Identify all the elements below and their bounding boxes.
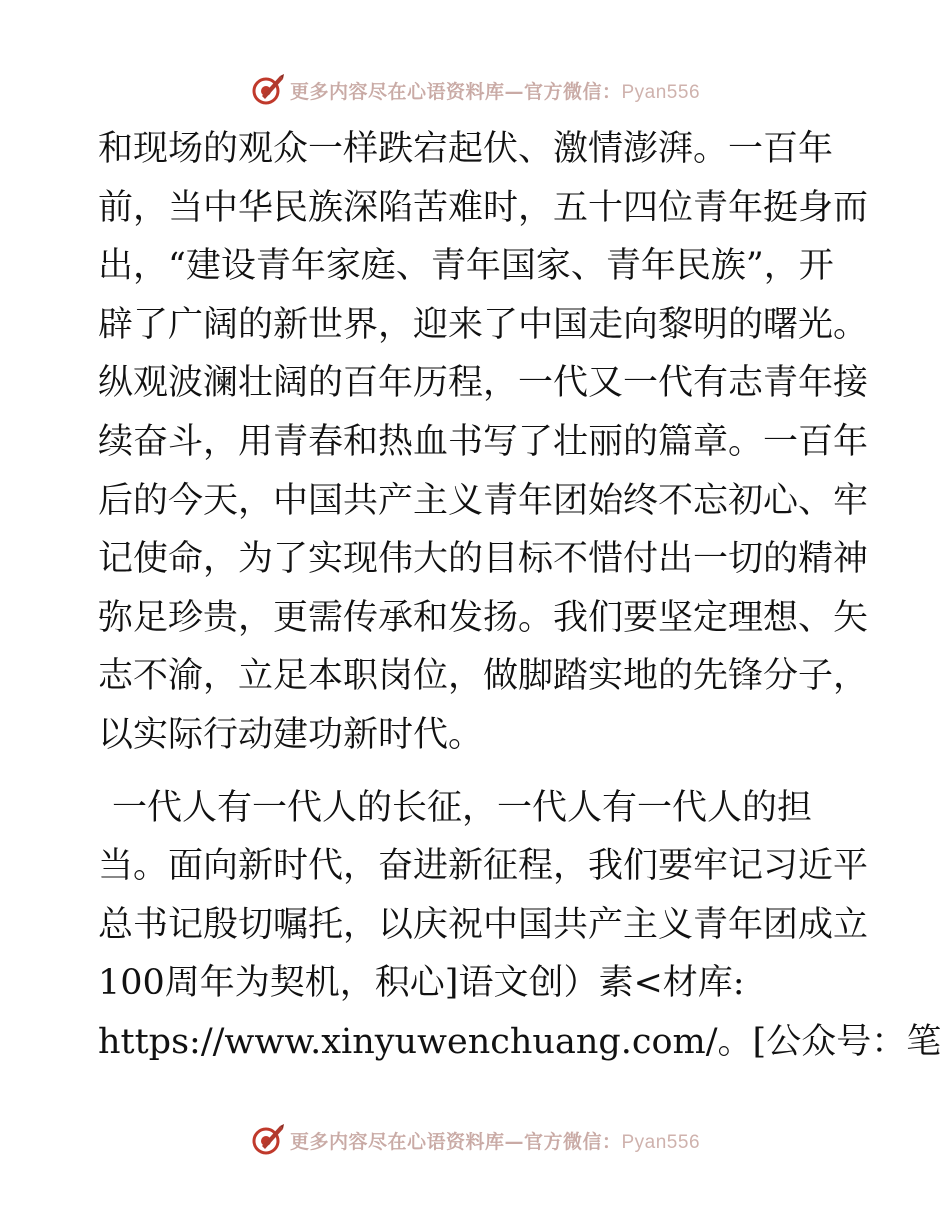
text-line: 出，“建设青年家庭、青年国家、青年民族”，开 (98, 246, 834, 287)
text-line: 纵观波澜壮阔的百年历程，一代又一代有志青年接 (98, 363, 869, 404)
footer-wechat-id: Pyan556 (621, 1131, 701, 1153)
header-banner (0, 70, 950, 110)
quill-pen-circle-logo-icon (250, 72, 286, 108)
text-line: 一代人有一代人的长征，一代人有一代人的担 (112, 787, 813, 828)
footer-banner (0, 1120, 950, 1160)
paragraph-1 (98, 120, 869, 765)
header-wechat-id: Pyan556 (621, 81, 701, 103)
text-line: 续奋斗，用青春和热血书写了壮丽的篇章。一百年 (98, 421, 869, 462)
text-line: 记使命，为了实现伟大的目标不惜付出一切的精神 (98, 539, 869, 580)
text-line: 辟了广阔的新世界，迎来了中国走向黎明的曙光。 (98, 304, 869, 345)
quill-pen-circle-logo-icon (250, 1122, 286, 1158)
footer-banner-text: 更多内容尽在心语资料库—官方微信：Pyan556 (289, 1130, 701, 1153)
text-line: 总书记殷切嘱托，以庆祝中国共产主义青年团成立 (98, 904, 869, 945)
text-line: 志不渝，立足本职岗位，做脚踏实地的先锋分子， (98, 656, 869, 697)
paragraph-gap (98, 765, 858, 779)
text-line: 当。面向新时代，奋进新征程，我们要牢记习近平 (98, 846, 869, 887)
text-line: 后的今天，中国共产主义青年团始终不忘初心、牢 (98, 480, 869, 521)
text-line: 弥足珍贵，更需传承和发扬。我们要坚定理想、矢 (98, 597, 869, 638)
text-line: 以实际行动建功新时代。 (98, 714, 484, 755)
header-banner-text: 更多内容尽在心语资料库—官方微信：Pyan556 (289, 80, 701, 103)
text-line: 和现场的观众一样跌宕起伏、激情澎湃。一百年 (98, 129, 834, 169)
text-line: 前，当中华民族深陷苦难时，五十四位青年挺身而 (98, 187, 869, 228)
document-body (98, 120, 942, 1072)
text-line: 100周年为契机，积心]语文创）素<材库: (98, 963, 745, 1004)
paragraph-2 (98, 779, 942, 1072)
text-line-url: https://www.xinyuwenchuang.com/。[公众号：笔 (98, 1021, 942, 1062)
